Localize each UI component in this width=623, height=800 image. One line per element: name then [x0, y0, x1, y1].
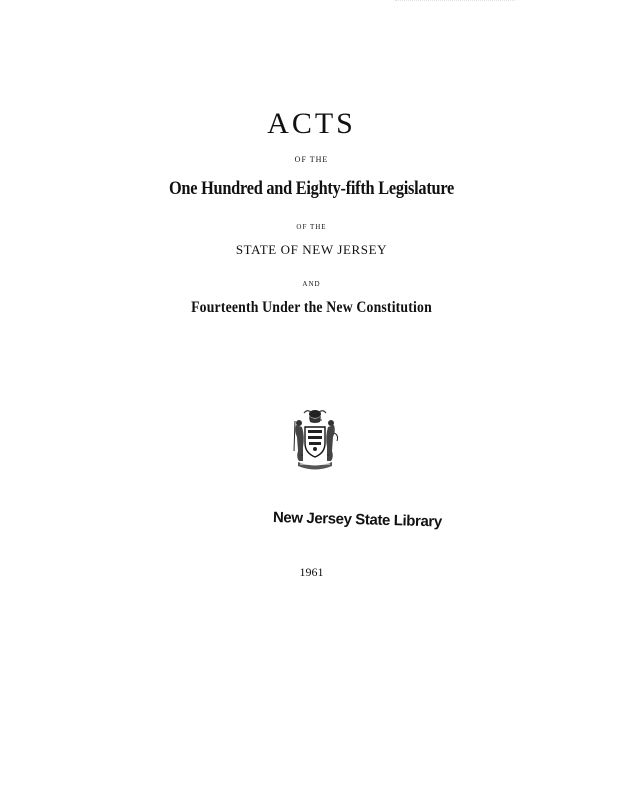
of-the-label-2: OF THE [296, 223, 327, 231]
constitution-subtitle: Fourteenth Under the New Constitution [191, 299, 432, 316]
library-stamp: New Jersey State Library [272, 509, 442, 531]
scan-marks [395, 0, 515, 9]
title-heading: ACTS [267, 107, 356, 140]
publication-year: 1961 [299, 565, 324, 579]
and-label: AND [302, 280, 321, 288]
of-the-label: OF THE [294, 155, 329, 164]
state-name: STATE OF NEW JERSEY [235, 242, 388, 257]
legislature-title: One Hundred and Eighty-fifth Legislature [168, 178, 455, 199]
state-seal-icon [290, 407, 340, 473]
